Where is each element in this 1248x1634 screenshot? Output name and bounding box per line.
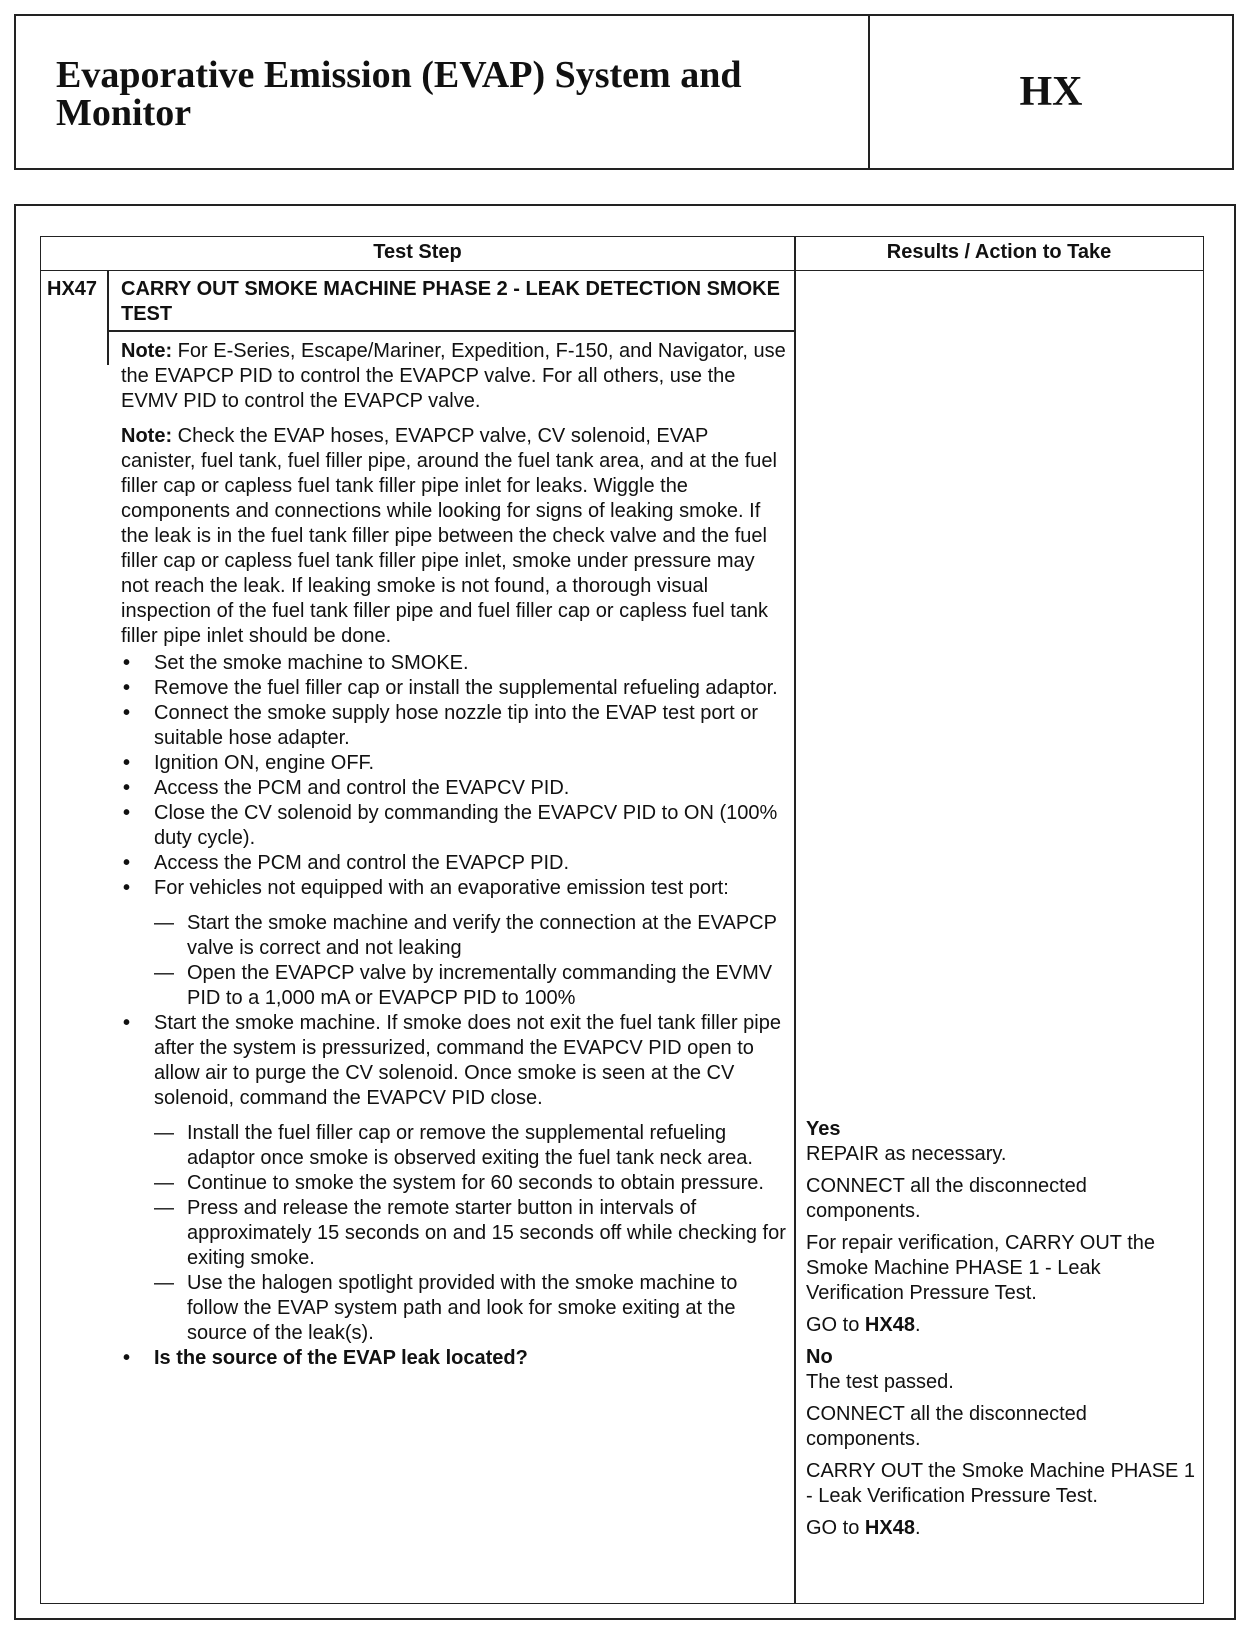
- sub-list-item: — Install the fuel filler cap or remove the supplemental refueling adaptor once smoke is observed exiting the fuel tank neck area.: [121, 1121, 787, 1171]
- sub-steps-b: [121, 1121, 787, 1346]
- sub-list-item: — Open the EVAPCP valve by incrementally commanding the EVMV PID to a 1,000 mA or EVAPCP PID to 100%: [121, 961, 787, 1011]
- goto-prefix: GO to: [806, 1517, 865, 1539]
- sub-list-item: — Use the halogen spotlight provided with the smoke machine to follow the EVAP system path and look for smoke exiting at the source of the leak(s).: [121, 1271, 787, 1346]
- no-connect: CONNECT all the disconnected components.: [806, 1403, 1087, 1450]
- page-header: [14, 14, 1234, 170]
- sub-list-item: — Start the smoke machine and verify the connection at the EVAPCP valve is correct and not leaking: [121, 911, 787, 961]
- results-column: [806, 1117, 1196, 1548]
- col-header-results: Results / Action to Take: [886, 241, 1112, 263]
- page-title: Evaporative Emission (EVAP) System and Monitor: [56, 54, 742, 134]
- no-passed: The test passed.: [806, 1371, 954, 1393]
- goto-link-hx48[interactable]: HX48: [864, 1314, 915, 1336]
- goto-prefix: GO to: [806, 1314, 865, 1336]
- step-id: HX47: [47, 278, 98, 300]
- yes-verify: For repair verification, CARRY OUT the Smoke Machine PHASE 1 - Leak Verification Pressure Test.: [806, 1232, 1156, 1304]
- sub-steps-a: [121, 911, 787, 1011]
- yes-goto: [806, 1313, 1196, 1338]
- step-question: [121, 1346, 787, 1371]
- note-text: For E-Series, Escape/Mariner, Expedition, F-150, and Navigator, use the EVAPCP PID to control the EVAPCP valve. For all others, use the EVMV PID to control the EVAPCP valve.: [121, 340, 786, 412]
- goto-suffix: .: [914, 1314, 921, 1336]
- list-item: • Access the PCM and control the EVAPCV PID.: [121, 776, 787, 801]
- test-step-table: [40, 236, 1204, 1604]
- list-item: • For vehicles not equipped with an evaporative emission test port:: [121, 876, 787, 901]
- note-2: [121, 424, 787, 649]
- note-1: [121, 339, 787, 414]
- question: • Is the source of the EVAP leak located?: [121, 1346, 787, 1371]
- yes-label: Yes: [806, 1118, 841, 1140]
- section-code: HX: [1019, 69, 1083, 115]
- list-item: • Start the smoke machine. If smoke does not exit the fuel tank filler pipe after the system is pressurized, command the EVAPCV PID open to allow air to purge the CV solenoid. Once smoke is seen at the CV solenoid, command the EVAPCV PID close.: [121, 1011, 787, 1111]
- sub-list-item: — Press and release the remote starter button in intervals of approximately 15 seconds on and 15 seconds off while checking for exiting smoke.: [121, 1196, 787, 1271]
- column-divider: [794, 237, 796, 1603]
- step-bullets: [121, 651, 787, 901]
- list-item: • Set the smoke machine to SMOKE.: [121, 651, 787, 676]
- step-id-divider: [107, 271, 109, 365]
- goto-suffix: .: [914, 1517, 921, 1539]
- step-title: CARRY OUT SMOKE MACHINE PHASE 2 - LEAK DETECTION SMOKE TEST: [121, 278, 780, 325]
- col-header-test-step: Test Step: [373, 241, 462, 263]
- list-item: • Ignition ON, engine OFF.: [121, 751, 787, 776]
- step-bullets-b: [121, 1011, 787, 1111]
- list-item: • Close the CV solenoid by commanding the EVAPCV PID to ON (100% duty cycle).: [121, 801, 787, 851]
- sub-list-item: — Continue to smoke the system for 60 seconds to obtain pressure.: [121, 1171, 787, 1196]
- table-header-row: [41, 237, 1203, 271]
- note-label: Note:: [121, 425, 173, 447]
- no-label: No: [806, 1346, 833, 1368]
- list-item: • Remove the fuel filler cap or install the supplemental refueling adaptor.: [121, 676, 787, 701]
- list-item: • Access the PCM and control the EVAPCP PID.: [121, 851, 787, 876]
- yes-connect: CONNECT all the disconnected components.: [806, 1175, 1087, 1222]
- yes-repair: REPAIR as necessary.: [806, 1143, 1007, 1165]
- goto-link-hx48[interactable]: HX48: [864, 1517, 915, 1539]
- list-item: • Connect the smoke supply hose nozzle tip into the EVAP test port or suitable hose adapter.: [121, 701, 787, 751]
- no-goto: [806, 1516, 1196, 1541]
- step-content: [121, 339, 787, 1371]
- no-carry: CARRY OUT the Smoke Machine PHASE 1 - Leak Verification Pressure Test.: [806, 1460, 1196, 1507]
- step-title-divider: [107, 330, 795, 332]
- note-label: Note:: [121, 340, 173, 362]
- note-text: Check the EVAP hoses, EVAPCP valve, CV solenoid, EVAP canister, fuel tank, fuel filler pipe, around the fuel tank area, and at the fuel filler cap or capless fuel tank filler pipe inlet for leaks. Wiggle the components and connections while looking for signs of leaking smoke. If the leak is in the fuel tank filler pipe between the check valve and the fuel filler cap or capless fuel tank filler pipe inlet, smoke under pressure may not reach the leak. If leaking smoke is not found, a thorough visual inspection of the fuel tank filler pipe and fuel filler cap or capless fuel tank filler pipe inlet should be done.: [121, 425, 777, 647]
